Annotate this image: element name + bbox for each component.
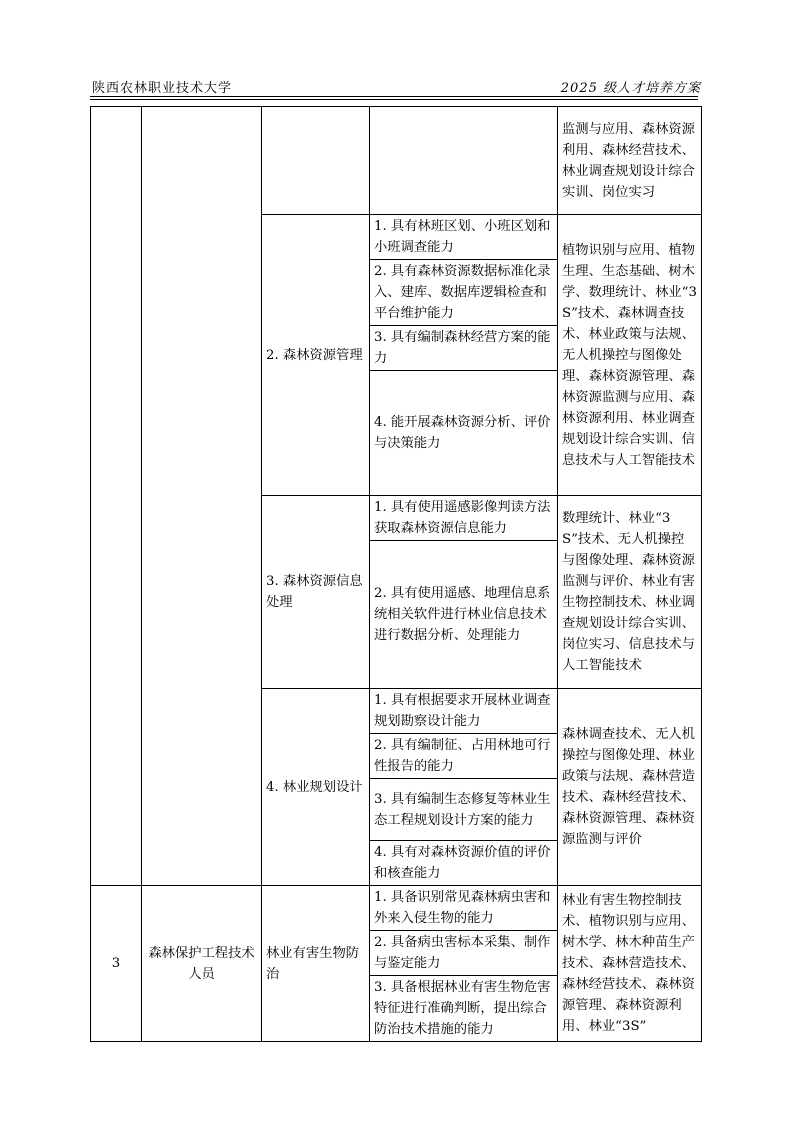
- cell-ability: 2. 具备病虫害标本采集、制作与鉴定能力: [370, 931, 558, 976]
- cell-task: 4. 林业规划设计: [262, 689, 370, 886]
- cell-ability: 4. 具有对森林资源价值的评价和核查能力: [370, 841, 558, 886]
- cell-ability: 1. 具备识别常见森林病虫害和外来入侵生物的能力: [370, 886, 558, 931]
- cell-ability: 3. 具备根据林业有害生物危害特征进行准确判断，提出综合防治技术措施的能力: [370, 976, 558, 1042]
- header-right: 2025 级人才培养方案: [560, 81, 701, 96]
- cell-ability: 2. 具有编制征、占用林地可行性报告的能力: [370, 734, 558, 779]
- cell-task: 3. 森林资源信息处理: [262, 496, 370, 689]
- cell-ability: 3. 具有编制生态修复等林业生态工程规划设计方案的能力: [370, 779, 558, 841]
- cell-ability: 2. 具有使用遥感、地理信息系统相关软件进行林业信息技术进行数据分析、处理能力: [370, 541, 558, 689]
- cell-task: 2. 森林资源管理: [262, 215, 370, 496]
- cell-course-continued: 监测与应用、森林资源利用、森林经营技术、林业调查规划设计综合实训、岗位实习: [558, 107, 702, 215]
- cell-ability: 1. 具有林班区划、小班区划和小班调查能力: [370, 215, 558, 260]
- cell-ability: 1. 具有使用遥感影像判读方法获取森林资源信息能力: [370, 496, 558, 541]
- cell-course: 数理统计、林业“3S”技术、无人机操控与图像处理、森林资源监测与评价、林业有害生物控制技术、林业调查规划设计综合实训、岗位实习、信息技术与人工智能技术: [558, 496, 702, 689]
- header-left: 陕西农林职业技术大学: [92, 81, 233, 96]
- table-row: [91, 107, 702, 215]
- cell-course: 林业有害生物控制技术、植物识别与应用、树木学、林木种苗生产技术、森林营造技术、森林经营技术、森林资源管理、森林资源利用、林业“3S”: [558, 886, 702, 1042]
- cell-num-continued: [91, 107, 142, 886]
- cell-course: 森林调查技术、无人机操控与图像处理、林业政策与法规、森林营造技术、森林经营技术、森林资源管理、森林资源监测与评价: [558, 689, 702, 886]
- cell-ability: 3. 具有编制森林经营方案的能力: [370, 326, 558, 371]
- cell-ability: 1. 具有根据要求开展林业调查规划勘察设计能力: [370, 689, 558, 734]
- cell-ability: 4. 能开展森林资源分析、评价与决策能力: [370, 371, 558, 496]
- cell-course: 植物识别与应用、植物生理、生态基础、树木学、数理统计、林业“3S”技术、森林调查技术、林业政策与法规、无人机操控与图像处理、森林资源管理、森林资源监测与应用、森林资源利用、林业调查规划设计综合实训、信息技术与人工智能技术: [558, 215, 702, 496]
- cell-ability-continued: [370, 107, 558, 215]
- cell-job: 森林保护工程技术人员: [142, 886, 262, 1042]
- header-rule: [90, 96, 698, 97]
- training-table: [90, 106, 702, 1042]
- cell-task: 林业有害生物防治: [262, 886, 370, 1042]
- cell-task-continued: [262, 107, 370, 215]
- cell-job-continued: [142, 107, 262, 886]
- table-row: [91, 886, 702, 931]
- header-rule-thin: [90, 99, 698, 100]
- cell-ability: 2. 具有森林资源数据标准化录入、建库、数据库逻辑检查和平台维护能力: [370, 260, 558, 326]
- cell-num: 3: [91, 886, 142, 1042]
